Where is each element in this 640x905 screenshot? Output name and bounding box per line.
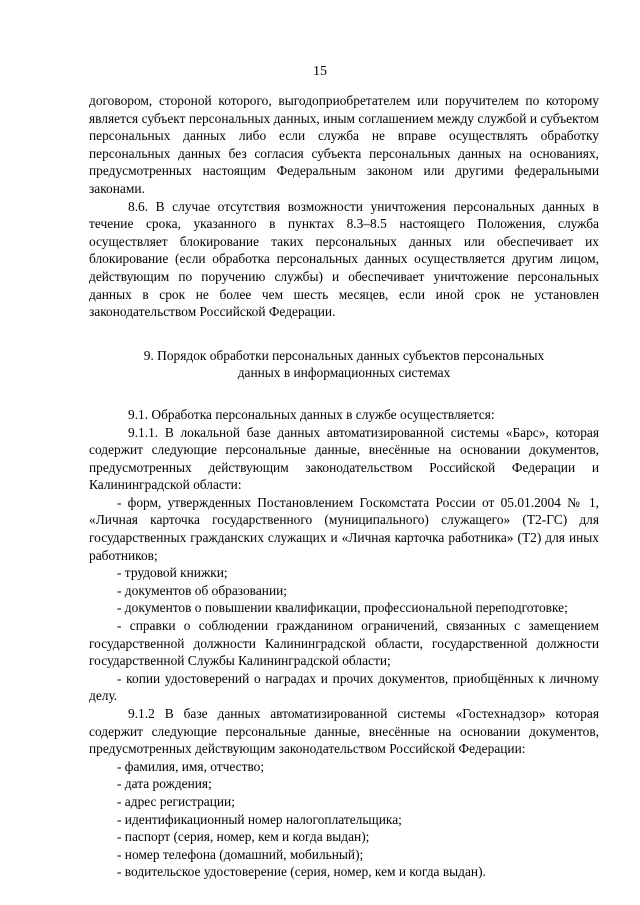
gtn-list-item: - адрес регистрации; (117, 793, 235, 809)
bars-list-item: - справки о соблюдении гражданином ограничений, связанных с замещением государственной должности Калининградской области, государственной должности государственной Службы Калининградской области; (89, 618, 599, 669)
section-heading (89, 347, 599, 382)
paragraph-8-6: 8.6. В случае отсутствия возможности уничтожения персональных данных в течение срока, указанного в пунктах 8.3–8.5 настоящего Положения, служба осуществляет блокирование таких персональных данных или обеспечивает их блокирование (если обработка персональных данных осуществляется другим лицом, действующим по поручению службы) и обеспечивает уничтожение персональных данных в срок не более чем шесть месяцев, если иной срок не установлен законодательством Российской Федерации. (89, 198, 599, 320)
section-heading-line2: данных в информационных системах (237, 365, 451, 381)
bars-list-item: - трудовой книжки; (117, 565, 228, 581)
document-body (89, 92, 599, 881)
section-heading-line1: 9. Порядок обработки персональных данных субъектов персональных (143, 347, 545, 363)
gtn-list-item: - паспорт (серия, номер, кем и когда выдан); (117, 829, 370, 845)
bars-list-item: - документов об образовании; (117, 582, 287, 598)
gtn-list-item: - идентификационный номер налогоплательщика; (117, 811, 402, 827)
paragraph-9-1-2: 9.1.2 В базе данных автоматизированной системы «Гостехнадзор» которая содержит следующие персональные данные, внесённые на основании документов, предусмотренных действующим законодательством Российской Федерации: (89, 706, 599, 757)
bars-list-item: - копии удостоверений о наградах и прочих документов, приобщённых к личному делу. (89, 670, 599, 704)
bars-list-item: - документов о повышении квалификации, профессиональной переподготовке; (117, 600, 568, 616)
gtn-list-item: - фамилия, имя, отчество; (117, 758, 265, 774)
gtn-list-item: - дата рождения; (117, 776, 212, 792)
paragraph-9-1-1: 9.1.1. В локальной базе данных автоматизированной системы «Барс», которая содержит следующие персональные данные, внесённые на основании документов, предусмотренных действующим законодательством Российской Федерации и Калининградской области: (89, 424, 599, 493)
bars-list-item: - форм, утвержденных Постановлением Госкомстата России от 05.01.2004 № 1, «Личная карточка государственного (муниципального) служащего» (Т2-ГС) для государственных гражданских служащих и «Личная карточка работника» (Т2) для иных работников; (89, 494, 599, 563)
page-number: 15 (313, 64, 327, 79)
paragraph-9-1: 9.1. Обработка персональных данных в службе осуществляется: (128, 406, 495, 422)
gtn-list-item: - номер телефона (домашний, мобильный); (117, 846, 364, 862)
paragraph-continuation: договором, стороной которого, выгодоприобретателем или поручителем по которому является субъект персональных данных, иным соглашением между службой и субъектом персональных данных либо если служба не вправе осуществлять обработку персональных данных без согласия субъекта персональных данных на основаниях, предусмотренных настоящим Федеральным законом или другими федеральными законами. (89, 93, 599, 196)
gtn-list-item: - водительское удостоверение (серия, номер, кем и когда выдан). (117, 864, 486, 880)
